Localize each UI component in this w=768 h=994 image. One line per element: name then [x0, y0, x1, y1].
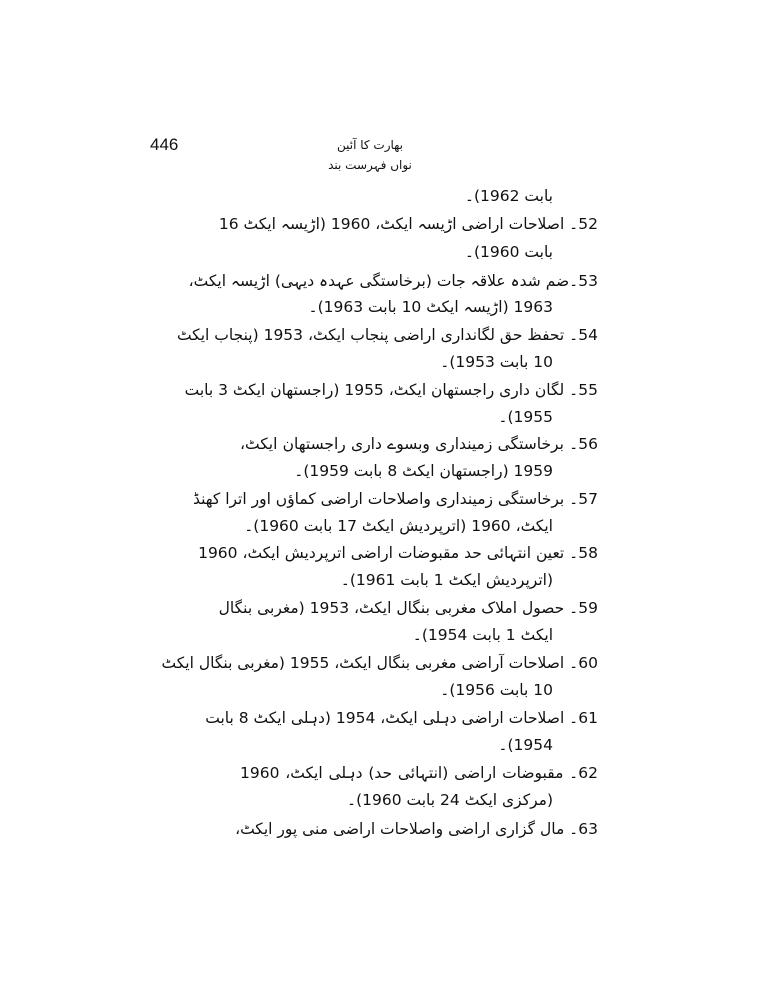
text-line: 55۔ لگان داری راجستھان ایکٹ، 1955 (راجستھان ایکٹ 3 بابت	[184, 381, 598, 399]
text-line: (مرکزی ایکٹ 24 بابت 1960)۔	[347, 791, 553, 809]
text-line: 56۔ برخاستگی زمینداری وبسوے داری راجستھان ایکٹ،	[240, 435, 598, 453]
text-line: 10 بابت 1956)۔	[440, 681, 553, 699]
text-line: ایکٹ 1 بابت 1954)۔	[412, 626, 553, 644]
text-line: 58۔ تعین انتہائی حد مقبوضات اراضی اترپردیش ایکٹ، 1960	[198, 544, 598, 562]
text-line: 54۔ تحفظ حق لگانداری اراضی پنجاب ایکٹ، 1953 (پنجاب ایکٹ	[176, 326, 598, 344]
text-line: 63۔ مال گزاری اراضی واصلاحات اراضی منی پور ایکٹ،	[235, 820, 598, 838]
text-line: 59۔ حصول املاک مغربی بنگال ایکٹ، 1953 (مغربی بنگال	[218, 599, 598, 617]
text-line: 62۔ مقبوضات اراضی (انتہائی حد) دہلی ایکٹ، 1960	[240, 764, 598, 782]
text-line: 1955)۔	[498, 408, 553, 426]
text-line: 60۔ اصلاحات آراضی مغربی بنگال ایکٹ، 1955 (مغربی بنگال ایکٹ	[161, 654, 598, 672]
page-number: 446	[150, 135, 179, 154]
running-header-subtitle: نواں فہرست بند	[328, 158, 412, 172]
text-line: 52۔ اصلاحات اراضی اڑیسہ ایکٹ، 1960 (اڑیسہ ایکٹ 16	[218, 215, 598, 233]
text-line: 57۔ برخاستگی زمینداری واصلاحات اراضی کماؤں اور اترا کھنڈ	[192, 490, 598, 508]
text-line: 1959 (راجستھان ایکٹ 8 بابت 1959)۔	[294, 462, 553, 480]
text-line: 53۔ضم شدہ علاقہ جات (برخاستگی عہدہ دیہی) اڑیسہ ایکٹ،	[188, 272, 598, 290]
text-line: بابت 1962)۔	[464, 187, 553, 205]
text-line: 1954)۔	[498, 736, 553, 754]
running-header-title: بھارت کا آئین	[336, 138, 404, 152]
text-line: بابت 1960)۔	[464, 243, 553, 261]
text-line: 1963 (اڑیسہ ایکٹ 10 بابت 1963)۔	[308, 298, 553, 316]
text-line: 10 بابت 1953)۔	[440, 353, 553, 371]
text-line: ایکٹ، 1960 (اترپردیش ایکٹ 17 بابت 1960)۔	[244, 517, 553, 535]
text-line: 61۔ اصلاحات اراضی دہلی ایکٹ، 1954 (دہلی ایکٹ 8 بابت	[205, 709, 598, 727]
text-line: (اترپردیش ایکٹ 1 بابت 1961)۔	[340, 571, 553, 589]
